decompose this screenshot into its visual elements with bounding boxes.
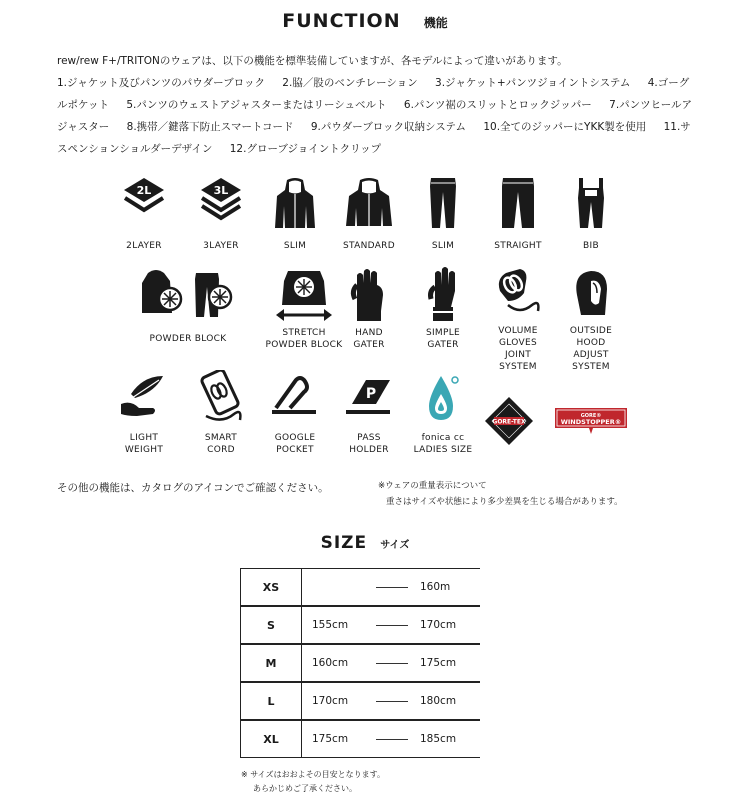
icon-label [186,432,256,456]
catalog-note: その他の機能は、カタログのアイコンでご確認ください。 [57,482,329,494]
windstopper-badge-icon [553,406,629,436]
drop-icon [421,370,465,426]
icon-label [556,325,626,373]
weight-note-body: 重さはサイズや状態により多少差異を生じる場合があります。 [386,497,623,507]
icon-label-line: SYSTEM [499,362,537,372]
feature-item: 3.ジャケット+パンツジョイントシステム [435,77,631,89]
icon-label-line: PASS [357,433,381,443]
size-label: M [240,645,302,681]
icon-label-line: HOOD [576,338,606,348]
size-title-ja: サイズ [380,540,410,551]
feature-item: 6.パンツ裾のスリットとロックジッパー [403,99,592,111]
feature-item: 9.パウダーブロック収納システム [310,121,467,133]
icon-cell-jacket-standard [334,176,404,252]
svg-text:2L: 2L [136,184,152,197]
icon-label [483,325,553,373]
icon-label [334,327,404,351]
feature-item: 10.全てのジッパーにYKK製を使用 [483,121,647,133]
simple-gater-icon [421,265,465,325]
icon-label [260,432,330,456]
icon-cell-pants-straight [483,176,553,252]
feature-item: 4.ゴーグルポケット [57,77,690,111]
size-row-m [240,644,480,682]
size-min: 160cm [312,657,349,669]
icon-label-line: WEIGHT [124,445,164,455]
icon-label: BIB [583,241,599,251]
feature-item: 5.パンツのウェストアジャスターまたはリーシュベルト [126,99,387,111]
icon-label: 2LAYER [126,241,162,251]
icon-label-line: OUTSIDE [569,326,613,336]
icon-label-line: POCKET [276,445,314,455]
slim-pants-icon [423,176,463,232]
outside-hood-icon [569,265,613,321]
size-max: 160m [420,581,451,593]
icon-cell-3layer [186,176,256,252]
size-row-xs [240,568,480,606]
feather-hand-icon [119,370,169,426]
size-max: 170cm [420,619,457,631]
windstopper-logo [553,406,629,436]
icon-cell-jacket-slim [260,176,330,252]
range-dash [376,587,408,588]
three-layer-icon [199,176,243,226]
icon-label-line: GATER [353,340,385,350]
icon-label-line: VOLUME [498,326,538,336]
feature-item: 12.グローブジョイントクリップ [229,143,382,155]
size-note-line: ※ サイズはおおよその目安となります。 [241,770,385,779]
windstopper-text-2: WINDSTOPPER® [560,418,622,426]
function-title-ja: 機能 [423,16,448,30]
range-dash [376,701,408,702]
icon-label: STANDARD [343,241,395,251]
size-title: SIZE [320,533,368,553]
icon-label-line: SIMPLE [425,328,461,338]
pass-letter: P [365,386,377,402]
size-row-xl [240,720,480,758]
feature-item: 8.携帯／鍵落下防止スマートコード [126,121,294,133]
icon-cell-pass-holder [334,370,404,456]
icon-cell-smart-cord [186,370,256,456]
pass-holder-icon [344,370,394,426]
icon-label-line: JOINT [504,350,532,360]
size-min: 155cm [312,619,349,631]
feature-item: 11.サスペンションショルダーデザイン [57,121,691,155]
size-label: XS [240,569,302,605]
icon-label [109,432,179,456]
icon-label: 3LAYER [203,241,239,251]
icon-label: POWDER BLOCK [149,334,227,344]
size-label: L [240,683,302,719]
icon-label-line: SMART [204,433,238,443]
icon-label-line: fonica cc [421,433,465,443]
function-header [0,10,730,32]
icon-label-line: GATER [427,340,459,350]
icon-cell-pants-slim [408,176,478,252]
range-dash [376,625,408,626]
weight-note [378,478,623,510]
icon-label [408,432,478,456]
icon-label-line: POWDER BLOCK [265,340,343,350]
size-min: 170cm [312,695,349,707]
icon-label-line: HAND [355,328,383,338]
size-max: 180cm [420,695,457,707]
icon-cell-light-weight [109,370,179,456]
bib-icon [571,176,611,232]
icon-label-line: CORD [207,445,235,455]
size-label: S [240,607,302,643]
icon-label: SLIM [283,241,307,251]
icon-label: STRAIGHT [494,241,542,251]
slim-jacket-icon [271,176,319,232]
feature-item: 2.脇／股のベンチレーション [282,77,418,89]
function-title: FUNCTION [282,10,401,32]
goretex-diamond-icon [484,396,534,446]
size-min: 175cm [312,733,349,745]
hand-gater-icon [347,265,391,325]
icon-label-line: GLOVES [499,338,537,348]
icon-cell-simple-gater [408,265,478,351]
goretex-logo [484,396,534,446]
icon-label-line: SYSTEM [572,362,610,372]
goggle-pocket-icon [270,370,320,426]
icon-cell-outside-hood [556,265,626,373]
icon-label [408,327,478,351]
range-dash [376,739,408,740]
size-header [0,533,730,553]
icon-cell-google-pocket [260,370,330,456]
size-note [241,768,385,796]
straight-pants-icon [496,176,540,232]
feature-item: 1.ジャケット及びパンツのパウダーブロック [57,77,265,89]
icon-cell-volume-gloves [483,265,553,373]
volume-gloves-icon [494,265,542,321]
icon-label-line: ADJUST [573,350,609,360]
icon-label-line: LADIES SIZE [413,445,473,455]
icon-label-line: LIGHT [129,433,159,443]
size-row-s [240,606,480,644]
icon-label-line: STRETCH [282,328,326,338]
icon-cell-bib [556,176,626,252]
icon-label-line: HOLDER [349,445,389,455]
size-max: 175cm [420,657,457,669]
feature-item: 7.パンツヒールアジャスター [57,99,693,133]
standard-jacket-icon [343,176,395,232]
size-row-l [240,682,480,720]
size-max: 185cm [420,733,457,745]
intro-lead: rew/rew F+/TRITONのウェアは、以下の機能を標準装備していますが、各モデルによって違いがあります。 [57,55,568,67]
weight-note-title: ※ウェアの重量表示について [378,481,487,491]
icon-label: SLIM [431,241,455,251]
stretch-powder-block-icon [274,265,334,325]
size-label: XL [240,721,302,757]
windstopper-text-1: GORE® [580,413,602,419]
svg-text:3L: 3L [213,184,229,197]
icon-cell-powder-block [138,265,238,345]
powder-block-icon [138,265,238,321]
icon-cell-fonica [408,370,478,456]
size-note-line: あらかじめご了承ください。 [253,784,357,793]
icon-label [334,432,404,456]
icon-label-line: GOOGLE [274,433,316,443]
feature-intro [57,50,697,160]
range-dash [376,663,408,664]
icon-cell-hand-gater [334,265,404,351]
smart-cord-icon [196,370,246,426]
icon-cell-2layer [109,176,179,252]
goretex-text: GORE-TEX [492,418,526,426]
size-min [312,569,372,605]
two-layer-icon [122,176,166,226]
